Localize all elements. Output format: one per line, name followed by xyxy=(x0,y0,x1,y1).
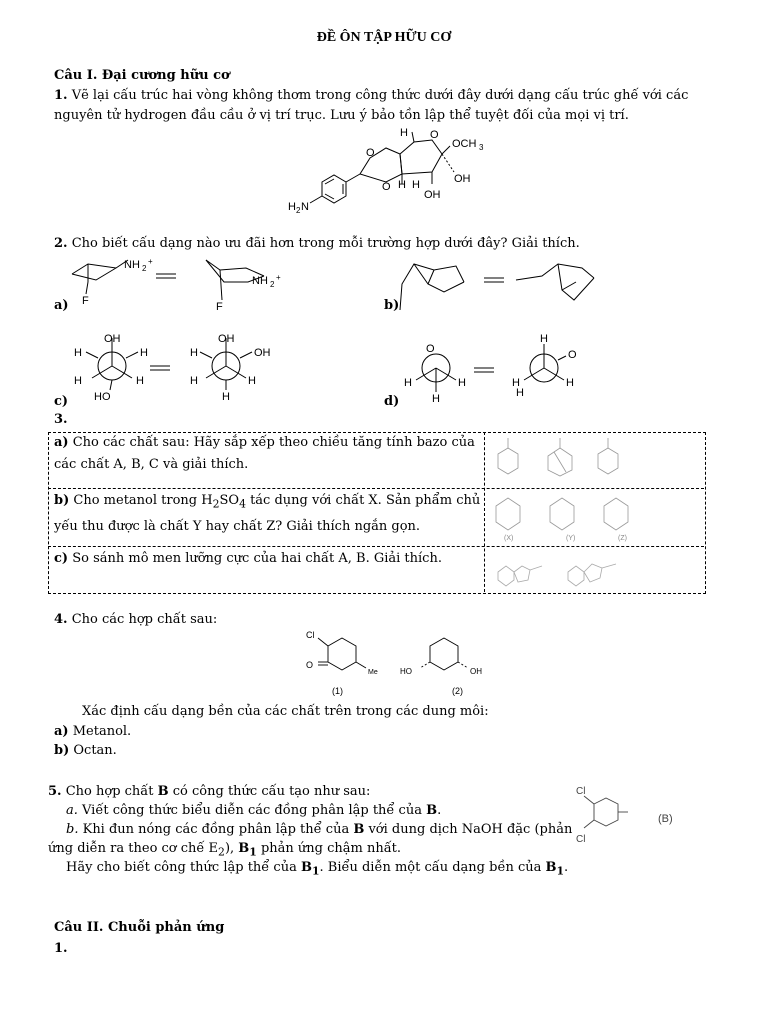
q1-line2: nguyên tử hydrogen đầu cầu ở vị trí trục. Lưu ý bảo tồn lập thể tuyệt đối của mọi vị trí. xyxy=(54,108,629,123)
svg-text:2: 2 xyxy=(270,280,275,289)
svg-text:(Z): (Z) xyxy=(618,535,627,542)
q5-compound-b xyxy=(570,780,690,854)
svg-text:H: H xyxy=(566,377,574,389)
q3-number: 3. xyxy=(54,412,68,427)
svg-text:H: H xyxy=(398,179,406,191)
q2d-newman xyxy=(396,330,596,406)
svg-text:OH: OH xyxy=(424,189,441,201)
q3c-structures xyxy=(488,550,700,590)
svg-text:O: O xyxy=(306,660,314,670)
svg-text:(1): (1) xyxy=(332,686,343,696)
svg-text:OH: OH xyxy=(218,333,235,345)
q3c-text: c) So sánh mô men lưỡng cực của hai chất A, B. Giải thích. xyxy=(54,551,442,566)
q2c-label: c) xyxy=(54,394,69,409)
q1-line1: 1. Vẽ lại cấu trúc hai vòng không thơm trong công thức dưới đây dưới dạng cấu trúc ghế với các xyxy=(54,88,689,103)
svg-text:NH: NH xyxy=(124,259,140,271)
svg-text:F: F xyxy=(216,301,223,313)
svg-text:H: H xyxy=(74,375,82,387)
svg-text:H: H xyxy=(432,393,440,405)
svg-text:(B): (B) xyxy=(658,813,673,825)
svg-text:H: H xyxy=(140,347,148,359)
svg-text:O: O xyxy=(382,181,391,193)
svg-text:NH: NH xyxy=(252,275,268,287)
q2d-label: d) xyxy=(384,394,400,409)
q5-part-a: a. Viết công thức biểu diễn các đồng phân lập thể của B. xyxy=(66,803,442,818)
section2-item-1: 1. xyxy=(54,941,68,956)
q4-compounds xyxy=(300,624,500,700)
svg-text:2: 2 xyxy=(142,264,147,273)
q3b-structures xyxy=(488,490,700,544)
q3-row-divider-2 xyxy=(48,546,704,547)
svg-text:Cl: Cl xyxy=(576,834,586,845)
svg-text:H: H xyxy=(136,375,144,387)
q3a-text: a) Cho các chất sau: Hãy sắp xếp theo chiều tăng tính bazo của các chất A, B, C và giải thích. xyxy=(54,435,475,472)
svg-text:OCH: OCH xyxy=(452,138,477,150)
svg-text:O: O xyxy=(568,349,577,361)
svg-text:F: F xyxy=(82,295,89,307)
svg-text:N: N xyxy=(301,201,309,213)
svg-text:H: H xyxy=(190,347,198,359)
svg-text:H: H xyxy=(288,201,296,213)
q2b-conformers xyxy=(394,256,614,316)
q2-line: 2. Cho biết cấu dạng nào ưu đãi hơn trong mỗi trường hợp dưới đây? Giải thích. xyxy=(54,236,580,251)
q2b-label: b) xyxy=(384,298,400,313)
svg-text:(Y): (Y) xyxy=(566,535,576,542)
q4-line: 4. Cho các hợp chất sau: xyxy=(54,612,218,627)
svg-text:HO: HO xyxy=(94,391,111,403)
svg-text:OH: OH xyxy=(454,173,471,185)
svg-text:Cl: Cl xyxy=(576,786,586,797)
page-title: ĐỀ ÔN TẬP HỮU CƠ xyxy=(316,30,452,45)
q2c-newman xyxy=(66,328,286,404)
q2a-label: a) xyxy=(54,298,69,313)
svg-text:H: H xyxy=(516,387,524,399)
q5-part-b: b. Khi đun nóng các đồng phân lập thể của B với dung dịch NaOH đặc (phản xyxy=(66,822,573,837)
svg-text:(2): (2) xyxy=(452,686,463,696)
q3b-text: b) Cho metanol trong $H_2SO_4$ tác dụng với chất X. Sản phẩm chủ yếu thu được là chất Y hay chất Z? Giải thích ngắn gọn. xyxy=(54,493,481,534)
svg-text:3: 3 xyxy=(479,143,484,152)
svg-text:Cl: Cl xyxy=(306,630,315,640)
q5-part-b-line2: ứng diễn ra theo cơ chế $E_2$), $B_1$ phản ứng chậm nhất. xyxy=(48,841,402,859)
svg-text:Me: Me xyxy=(368,669,378,676)
q1-molecule-structure xyxy=(282,124,492,216)
section2-heading: Câu II. Chuỗi phản ứng xyxy=(54,920,225,935)
svg-text:OH: OH xyxy=(470,667,482,676)
svg-text:+: + xyxy=(148,257,153,266)
svg-text:H: H xyxy=(248,375,256,387)
q3-table-divider xyxy=(484,432,485,592)
svg-text:H: H xyxy=(400,127,408,139)
svg-text:H: H xyxy=(458,377,466,389)
svg-text:O: O xyxy=(366,147,375,159)
svg-text:O: O xyxy=(430,129,439,141)
q4b: b) Octan. xyxy=(54,743,117,758)
svg-text:H: H xyxy=(404,377,412,389)
section1-heading: Câu I. Đại cương hữu cơ xyxy=(54,68,230,83)
svg-text:O: O xyxy=(426,343,435,355)
svg-text:H: H xyxy=(190,375,198,387)
svg-text:H: H xyxy=(540,333,548,345)
svg-text:H: H xyxy=(222,391,230,403)
q5-final: Hãy cho biết công thức lập thể của $B_1$. Biểu diễn một cấu dạng bền của $B_1$. xyxy=(66,860,569,878)
q5-intro: 5. Cho hợp chất B có công thức cấu tạo như sau: xyxy=(48,784,371,799)
svg-text:OH: OH xyxy=(254,347,271,359)
svg-text:2: 2 xyxy=(296,206,301,215)
svg-text:H: H xyxy=(512,377,520,389)
q2a-conformers xyxy=(66,256,306,316)
svg-text:(X): (X) xyxy=(504,535,514,542)
svg-text:OH: OH xyxy=(104,333,121,345)
svg-text:HO: HO xyxy=(400,667,412,676)
q3a-structures xyxy=(488,434,700,486)
q3-row-divider-1 xyxy=(48,488,704,489)
svg-text:+: + xyxy=(276,273,281,282)
q4-instruction: Xác định cấu dạng bền của các chất trên trong các dung môi: xyxy=(82,704,489,719)
q4a: a) Metanol. xyxy=(54,724,132,739)
svg-text:H: H xyxy=(412,179,420,191)
svg-text:H: H xyxy=(74,347,82,359)
